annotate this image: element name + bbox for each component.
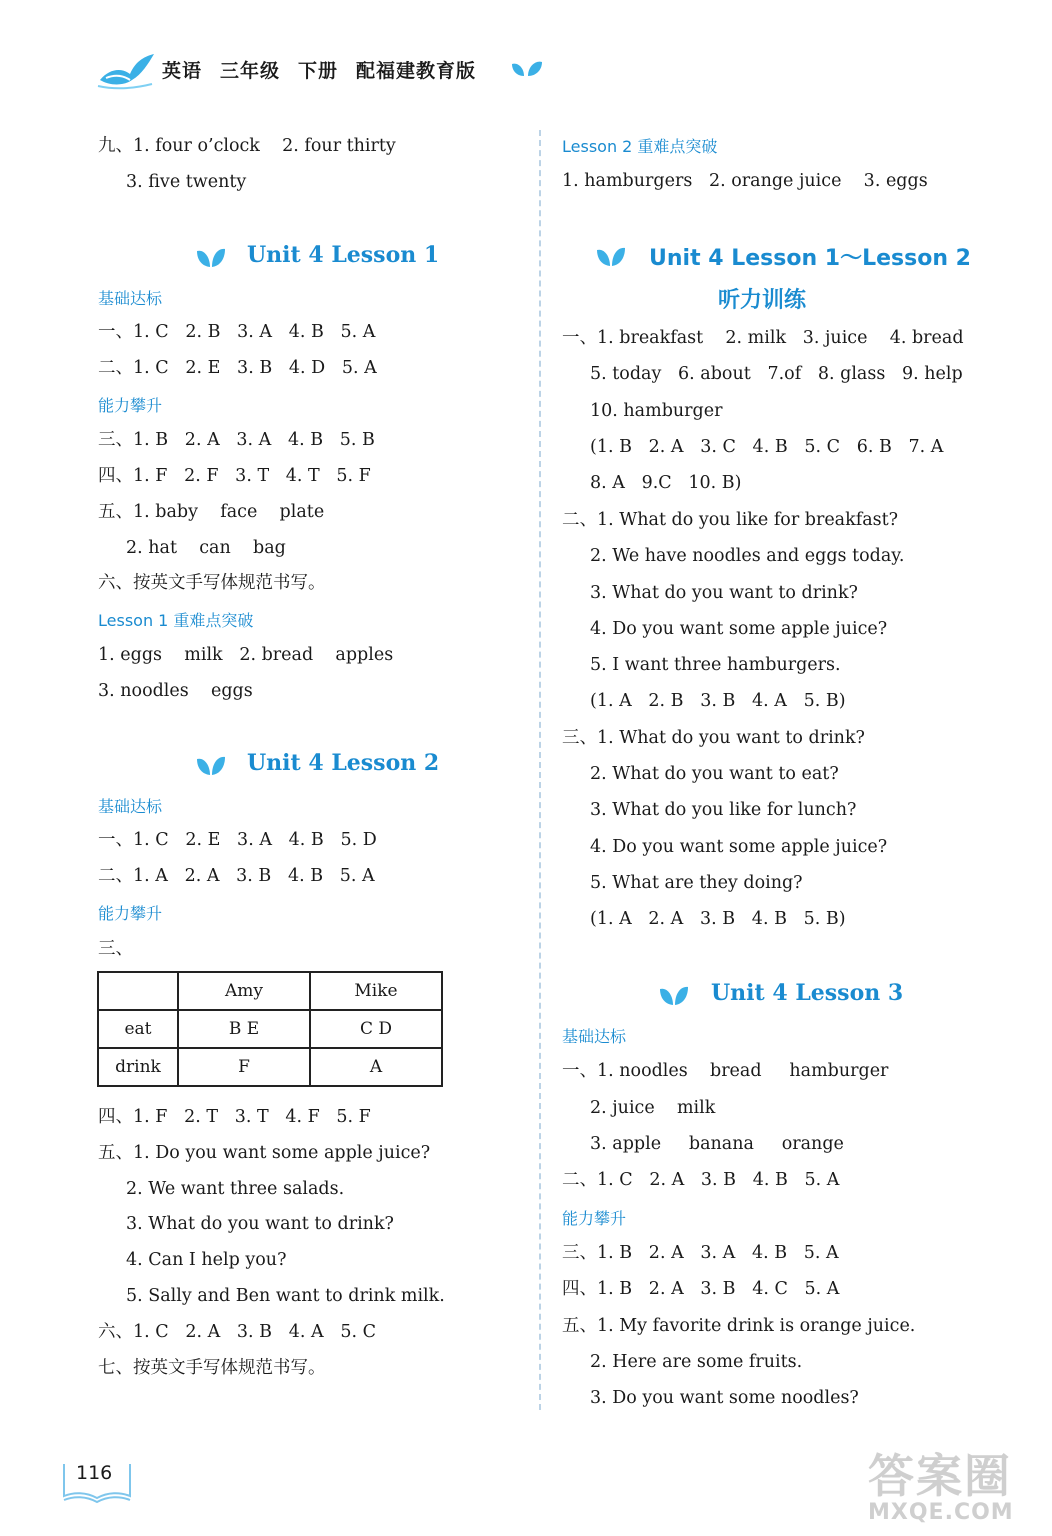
focus-heading: Lesson 2 重难点突破 <box>562 137 718 156</box>
page-header <box>90 44 570 96</box>
answer-line: 1. eggs milk 2. bread apples <box>98 645 394 665</box>
answer-line: 4. Do you want some apple juice? <box>590 619 888 639</box>
edition: 配福建教育版 <box>356 60 477 82</box>
answer-line: 五、1. Do you want some apple juice? <box>98 1143 431 1163</box>
answer-line: 3. noodles eggs <box>98 681 253 701</box>
table-header: Mike <box>310 972 442 1010</box>
subsection-ability: 能力攀升 <box>562 1209 627 1228</box>
section-subtitle: 听力训练 <box>718 288 807 313</box>
answer-line: 3. What do you want to drink? <box>590 583 858 603</box>
answer-line: 5. Sally and Ben want to drink milk. <box>126 1286 445 1306</box>
answer-line: 五、1. My favorite drink is orange juice. <box>562 1316 916 1336</box>
section-title: Unit 4 Lesson 1～Lesson 2 <box>649 246 971 271</box>
table-row-label: drink <box>98 1048 178 1086</box>
answer-line: (1. A 2. A 3. B 4. B 5. B) <box>590 909 846 929</box>
answer-line: 2. hat can bag <box>126 538 286 558</box>
subject: 英语 <box>162 60 203 82</box>
section-title: Unit 4 Lesson 3 <box>711 980 904 1006</box>
answer-line: 七、按英文手写体规范书写。 <box>98 1358 326 1378</box>
answer-line: 四、1. F 2. T 3. T 4. F 5. F <box>98 1107 371 1127</box>
watermark-url: MXQE.COM <box>868 1500 1014 1525</box>
answer-line: 3. apple banana orange <box>590 1134 844 1154</box>
column-divider <box>539 130 541 1410</box>
answer-line: 二、1. C 2. A 3. B 4. B 5. A <box>562 1170 840 1190</box>
answer-line: 2. We want three salads. <box>126 1179 345 1199</box>
section-title: Unit 4 Lesson 1 <box>247 242 440 268</box>
answer-table <box>97 971 443 1087</box>
answer-line: 二、1. A 2. A 3. B 4. B 5. A <box>98 866 375 886</box>
table-cell <box>98 972 178 1010</box>
answer-line: 3. What do you want to drink? <box>126 1214 394 1234</box>
leaf-icon <box>196 245 226 271</box>
leaf-icon <box>596 244 626 270</box>
answer-line: 一、1. C 2. E 3. A 4. B 5. D <box>98 830 377 850</box>
table-cell: A <box>310 1048 442 1086</box>
answer-line: 4. Do you want some apple juice? <box>590 837 888 857</box>
answer-line: 5. today 6. about 7.of 8. glass 9. help <box>590 364 963 384</box>
subsection-basic: 基础达标 <box>98 797 163 816</box>
answer-line: (1. B 2. A 3. C 4. B 5. C 6. B 7. A <box>590 437 944 457</box>
answer-line: 九、1. four o’clock 2. four thirty <box>98 136 396 156</box>
answer-line: 3. What do you like for lunch? <box>590 800 857 820</box>
answer-line: 4. Can I help you? <box>126 1250 287 1270</box>
answer-line: 六、1. C 2. A 3. B 4. A 5. C <box>98 1322 376 1342</box>
question-number: 三、 <box>98 939 133 959</box>
leaves-icon <box>510 58 544 80</box>
answer-line: 5. I want three hamburgers. <box>590 655 841 675</box>
answer-line: 三、1. B 2. A 3. A 4. B 5. A <box>562 1243 839 1263</box>
answer-line: 1. hamburgers 2. orange juice 3. eggs <box>562 171 928 191</box>
table-cell: F <box>178 1048 310 1086</box>
watermark-text: 答案圈 <box>868 1449 1012 1503</box>
answer-line: 一、1. breakfast 2. milk 3. juice 4. bread <box>562 328 964 348</box>
answer-line: 2. What do you want to eat? <box>590 764 839 784</box>
subsection-basic: 基础达标 <box>562 1027 627 1046</box>
table-cell: B E <box>178 1010 310 1048</box>
answer-line: 二、1. C 2. E 3. B 4. D 5. A <box>98 358 377 378</box>
answer-line: 一、1. C 2. B 3. A 4. B 5. A <box>98 322 376 342</box>
subsection-ability: 能力攀升 <box>98 396 163 415</box>
answer-line: 3. five twenty <box>126 172 247 192</box>
volume: 下册 <box>298 60 339 82</box>
leaf-icon <box>196 753 226 779</box>
answer-line: 5. What are they doing? <box>590 873 803 893</box>
answer-line: 2. We have noodles and eggs today. <box>590 546 905 566</box>
focus-heading: Lesson 1 重难点突破 <box>98 611 254 630</box>
page-number-text: 116 <box>76 1462 113 1484</box>
answer-line: 三、1. What do you want to drink? <box>562 728 865 748</box>
answer-line: 3. Do you want some noodles? <box>590 1388 859 1408</box>
answer-line: 一、1. noodles bread hamburger <box>562 1061 889 1081</box>
page-number <box>62 1458 132 1504</box>
bird-logo-icon <box>96 50 156 90</box>
grade: 三年级 <box>220 60 281 82</box>
answer-line: 2. juice milk <box>590 1098 716 1118</box>
table-row-label: eat <box>98 1010 178 1048</box>
section-title: Unit 4 Lesson 2 <box>247 750 440 776</box>
subsection-basic: 基础达标 <box>98 289 163 308</box>
table-cell: C D <box>310 1010 442 1048</box>
answer-line: 10. hamburger <box>590 401 723 421</box>
subsection-ability: 能力攀升 <box>98 904 163 923</box>
book-title <box>162 56 494 83</box>
table-header: Amy <box>178 972 310 1010</box>
answer-line: 2. Here are some fruits. <box>590 1352 803 1372</box>
answer-line: 四、1. B 2. A 3. B 4. C 5. A <box>562 1279 840 1299</box>
answer-line: 五、1. baby face plate <box>98 502 325 522</box>
answer-line: 四、1. F 2. F 3. T 4. T 5. F <box>98 466 371 486</box>
answer-line: (1. A 2. B 3. B 4. A 5. B) <box>590 691 846 711</box>
answer-line: 六、按英文手写体规范书写。 <box>98 573 326 593</box>
answer-line: 二、1. What do you like for breakfast? <box>562 510 899 530</box>
leaf-icon <box>659 983 689 1009</box>
answer-line: 三、1. B 2. A 3. A 4. B 5. B <box>98 430 375 450</box>
answer-line: 8. A 9.C 10. B) <box>590 473 742 493</box>
watermark <box>868 1440 1014 1525</box>
